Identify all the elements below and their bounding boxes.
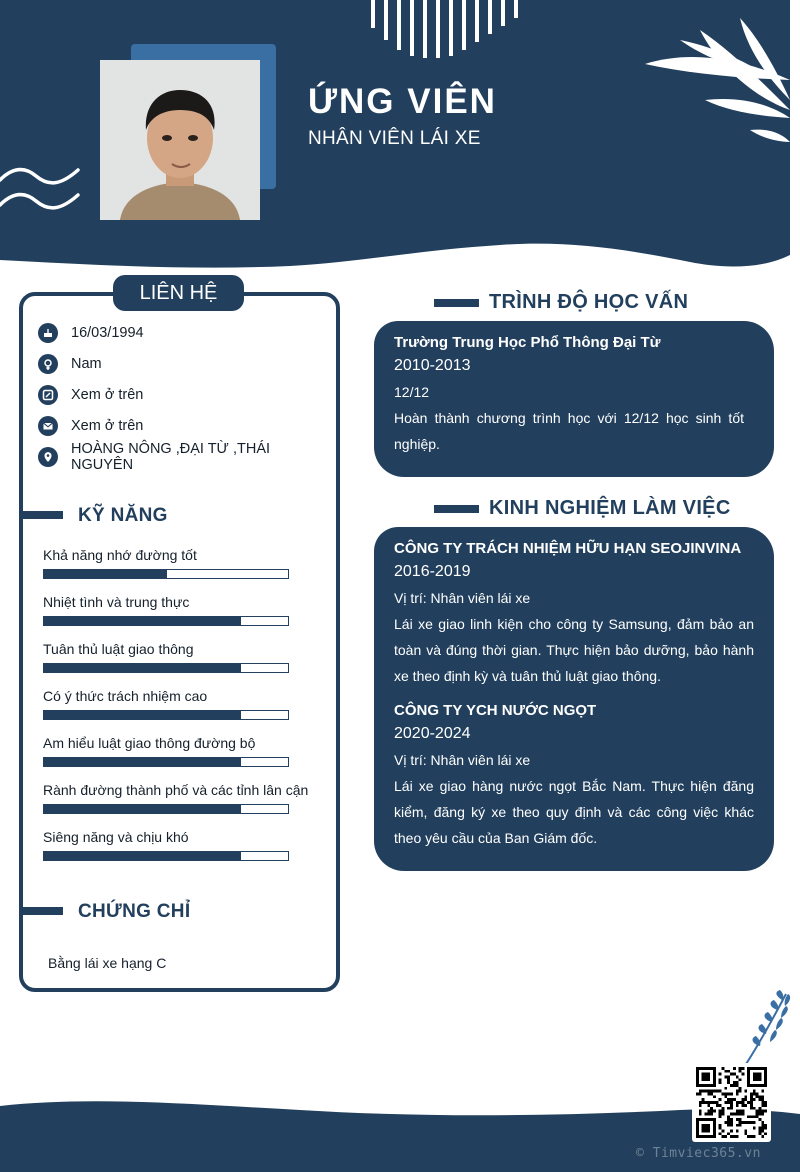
skill-level-fill bbox=[44, 711, 241, 719]
job-years: 2016-2019 bbox=[394, 563, 471, 580]
experience-card bbox=[374, 527, 774, 871]
skill-level-fill bbox=[44, 852, 241, 860]
skill-level-bar bbox=[43, 804, 289, 814]
education-description: Hoàn thành chương trình học với 12/12 học sinh tốt nghiệp. bbox=[394, 410, 744, 452]
job-company: CÔNG TY TRÁCH NHIỆM HỮU HẠN SEOJINVINA bbox=[394, 540, 742, 557]
job-description: Lái xe giao linh kiện cho công ty Samsung, đảm bảo an toàn và đúng thời gian. Thực hiện bảo dưỡng, bảo hành xe theo định kỳ và tuân thủ luật giao thông. bbox=[394, 616, 754, 684]
skill-level-bar bbox=[43, 569, 289, 579]
watermark: © Timviec365.vn bbox=[636, 1146, 761, 1161]
certificate-item: Bằng lái xe hạng C bbox=[48, 955, 167, 971]
job-role: Vị trí: Nhân viên lái xe bbox=[394, 752, 531, 768]
skill-level-fill bbox=[44, 664, 241, 672]
qr-code bbox=[692, 1063, 771, 1142]
skill-level-fill bbox=[44, 617, 241, 625]
certificates-section-title: CHỨNG CHỈ bbox=[78, 901, 191, 922]
certificates-title-bar bbox=[19, 907, 63, 915]
contact-birthday-text: 16/03/1994 bbox=[71, 325, 144, 341]
skill-level-bar bbox=[43, 663, 289, 673]
birthday-cake-icon bbox=[38, 323, 58, 343]
skill-label: Khả năng nhớ đường tốt bbox=[43, 547, 197, 563]
education-grade: 12/12 bbox=[394, 384, 430, 400]
skill-level-bar bbox=[43, 710, 289, 720]
education-title-bar bbox=[434, 299, 479, 307]
phone-icon bbox=[38, 385, 58, 405]
job-years: 2020-2024 bbox=[394, 725, 471, 742]
candidate-name: ỨNG VIÊN bbox=[308, 82, 497, 121]
skill-level-fill bbox=[44, 570, 167, 578]
education-section-title: TRÌNH ĐỘ HỌC VẤN bbox=[489, 291, 689, 313]
skill-label: Am hiểu luật giao thông đường bộ bbox=[43, 735, 256, 751]
skill-level-bar bbox=[43, 616, 289, 626]
experience-section-title: KINH NGHIỆM LÀM VIỆC bbox=[489, 497, 731, 519]
skills-section-title: KỸ NĂNG bbox=[78, 505, 168, 526]
contact-email-text: Xem ở trên bbox=[71, 418, 144, 434]
skills-title-bar bbox=[19, 511, 63, 519]
education-school: Trường Trung Học Phổ Thông Đại Từ bbox=[394, 334, 661, 351]
experience-title-bar bbox=[434, 505, 479, 513]
skill-label: Nhiệt tình và trung thực bbox=[43, 594, 190, 610]
skill-level-fill bbox=[44, 758, 241, 766]
skill-label: Rành đường thành phố và các tỉnh lân cận bbox=[43, 782, 309, 798]
contact-address-text: HOÀNG NÔNG ,ĐẠI TỪ ,THÁI NGUYÊN bbox=[71, 441, 271, 473]
contact-item-email bbox=[38, 415, 328, 437]
job-description: Lái xe giao hàng nước ngọt Bắc Nam. Thực hiện đăng kiểm, đăng ký xe theo quy định và các công việc khác theo yêu cầu của Ban Giám đốc. bbox=[394, 778, 754, 846]
contact-section-title: LIÊN HỆ bbox=[113, 275, 244, 311]
skill-label: Tuân thủ luật giao thông bbox=[43, 641, 194, 657]
contact-phone-text: Xem ở trên bbox=[71, 387, 144, 403]
leaf-branch-icon bbox=[736, 990, 792, 1066]
skill-level-bar bbox=[43, 757, 289, 767]
skill-label: Có ý thức trách nhiệm cao bbox=[43, 688, 208, 704]
contact-item-birthday bbox=[38, 322, 328, 344]
job-role: Vị trí: Nhân viên lái xe bbox=[394, 590, 531, 606]
skill-label: Siêng năng và chịu khó bbox=[43, 829, 189, 845]
gender-icon bbox=[38, 354, 58, 374]
email-icon bbox=[38, 416, 58, 436]
contact-item-address bbox=[38, 441, 328, 473]
contact-item-gender bbox=[38, 353, 328, 375]
skill-level-bar bbox=[43, 851, 289, 861]
contact-item-phone bbox=[38, 384, 328, 406]
profile-photo bbox=[100, 60, 260, 220]
education-card bbox=[374, 321, 774, 477]
skill-level-fill bbox=[44, 805, 241, 813]
location-pin-icon bbox=[38, 447, 58, 467]
contact-gender-text: Nam bbox=[71, 356, 102, 372]
job-company: CÔNG TY YCH NƯỚC NGỌT bbox=[394, 702, 597, 719]
education-years: 2010-2013 bbox=[394, 357, 471, 374]
candidate-position: NHÂN VIÊN LÁI XE bbox=[308, 128, 481, 149]
